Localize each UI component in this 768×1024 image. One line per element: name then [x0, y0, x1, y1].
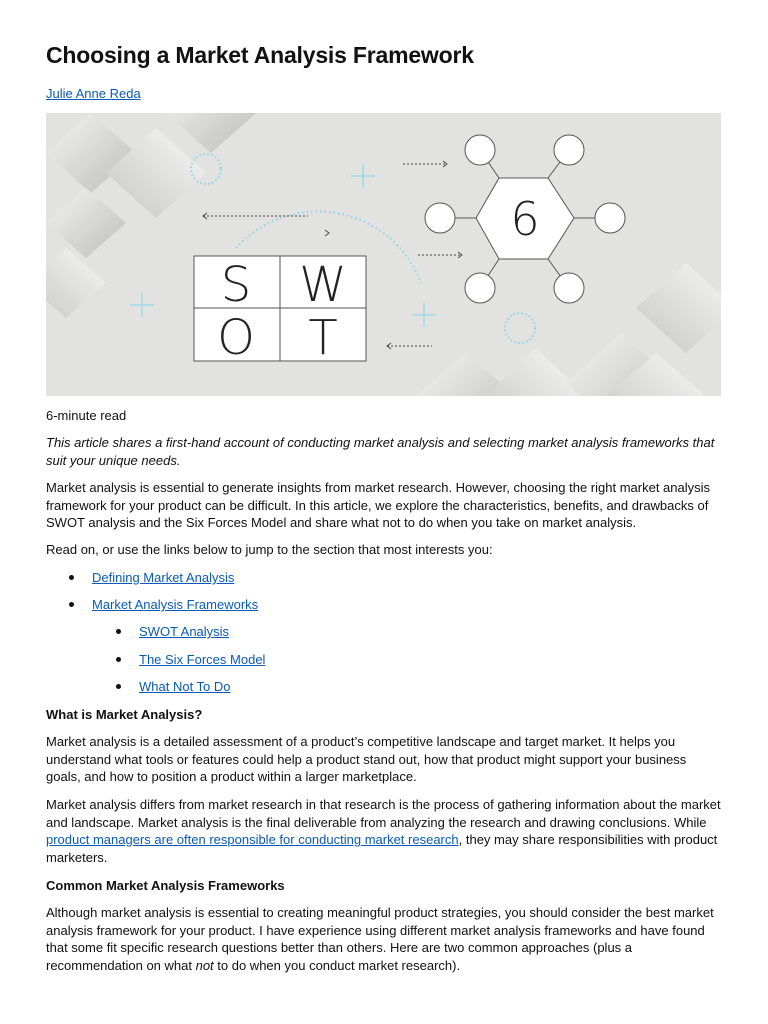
toc-link-what-not-to-do[interactable]: What Not To Do: [139, 679, 231, 694]
section-heading-frameworks: Common Market Analysis Frameworks: [46, 878, 285, 893]
section2-p1-after: to do when you conduct market research).: [213, 957, 461, 973]
toc-link-market-analysis-frameworks[interactable]: Market Analysis Frameworks: [92, 597, 259, 612]
section-heading-what-is: What is Market Analysis?: [46, 707, 203, 722]
bullet-dot: [116, 657, 121, 662]
bullet-dot: [116, 684, 121, 689]
section2-paragraph-1: [46, 904, 722, 974]
section1-paragraph-1: Market analysis is a detailed assessment of a product’s competitive landscape and target market. It helps you understand what tools or features could help a product stand out, how that product might support your business goals, and how to position a product within a larger marketplace.: [46, 734, 687, 784]
toc-link-six-forces-model[interactable]: The Six Forces Model: [139, 652, 266, 667]
read-time: 6-minute read: [46, 408, 127, 423]
page-title: Choosing a Market Analysis Framework: [46, 42, 474, 68]
bullet-dot: [69, 602, 74, 607]
hero-illustration: [46, 113, 721, 396]
swot-letter-s: S: [220, 257, 252, 313]
toc-link-swot-analysis[interactable]: SWOT Analysis: [139, 624, 230, 639]
swot-letter-w: W: [299, 257, 347, 313]
swot-grid: [194, 256, 366, 366]
author-link[interactable]: Julie Anne Reda: [46, 86, 141, 101]
section2-p1-emphasis: not: [195, 957, 214, 973]
toc-link-defining-market-analysis[interactable]: Defining Market Analysis: [92, 570, 235, 585]
six-forces-diagram: [425, 135, 625, 303]
intro-paragraph: Market analysis is essential to generate insights from market research. However, choosing the right market analysis framework for your product can be difficult. In this article, we explore the characteristics, benefits, and drawbacks of SWOT analysis and the Six Forces Model and share what not to do when you take on market analysis.: [46, 480, 711, 530]
swot-letter-o: O: [217, 310, 255, 366]
section2-p1-before: Although market analysis is essential to creating meaningful product strategies, you should consider the best market analysis framework for your product. I have experience using different market analysis frameworks and have found that some fit specific research questions better than others. Here are two common approaches (plus a recommendation on what: [46, 905, 714, 973]
swot-letter-t: T: [308, 310, 338, 366]
article-summary: This article shares a first-hand account of conducting market analysis and selecting market analysis frameworks that suit your unique needs.: [46, 435, 715, 468]
product-managers-link[interactable]: product managers are often responsible for conducting market research: [46, 832, 459, 847]
section1-p2-after: , they may share responsibilities with product marketers.: [46, 832, 718, 865]
jump-prompt: Read on, or use the links below to jump to the section that most interests you:: [46, 542, 493, 557]
hex-number: 6: [510, 192, 540, 246]
bullet-dot: [69, 575, 74, 580]
section1-p2-before: Market analysis differs from market research in that research is the process of gathering information about the market and landscape. Market analysis is the final deliverable from analyzing the research and drawing conclusions. While: [46, 797, 721, 830]
section1-paragraph-2: [46, 796, 722, 866]
bullet-dot: [116, 629, 121, 634]
